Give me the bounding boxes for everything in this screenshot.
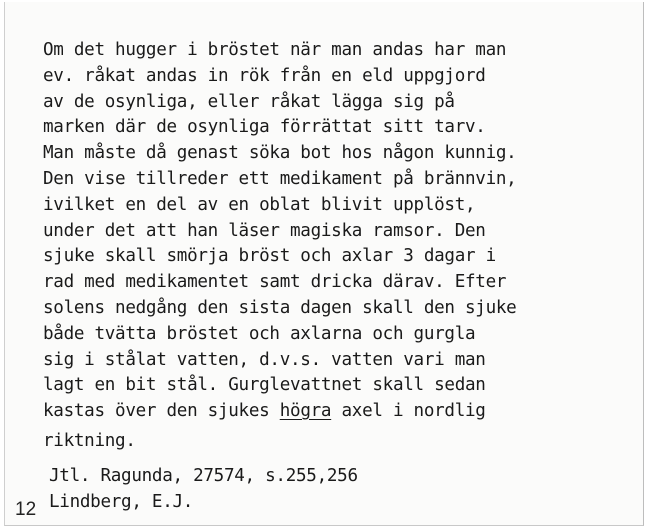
text-line: sjuke skall smörja bröst och axlar 3 dagar i [43,246,496,267]
text-line-underlined [43,399,643,425]
text-line: Den vise tillreder ett medikament på brännvin, [43,168,517,189]
text-line: riktning. [43,430,136,451]
underlined-word: högra [279,401,332,422]
card-number: 12 [15,499,37,520]
index-card [4,2,644,526]
text-segment: kastas över den sjukes [43,401,280,422]
text-line: ivilket en del av en oblat blivit upplöst, [43,194,476,215]
text-line: solens nedgång den sista dagen skall den sjuke [43,297,517,318]
reference-recorder: Lindberg, E.J. [49,491,194,512]
card-body-text [43,38,643,455]
text-line: marken där de osynliga förrättat sitt tarv. [43,117,486,138]
source-reference [49,464,358,516]
text-line: Om det hugger i bröstet när man andas har man [43,40,507,60]
text-line: både tvätta bröstet och axlarna och gurgla [43,323,476,344]
text-line: rad med medikamentet samt dricka därav. Efter [43,272,507,293]
text-line: lagt en bit stål. Gurglevattnet skall sedan [43,375,486,396]
text-line: under det att han läser magiska ramsor. Den [43,220,486,241]
text-line: sig i stålat vatten, d.v.s. vatten vari man [43,349,486,370]
text-line: ev. råkat andas in rök från en eld uppgjord [43,65,486,86]
text-line: av de osynliga, eller råkat lägga sig på [43,91,455,112]
text-line: Man måste då genast söka bot hos någon kunnig. [43,143,517,164]
text-segment: axel i nordlig [331,401,486,422]
reference-archive: Jtl. Ragunda, 27574, s.255,256 [49,466,358,486]
